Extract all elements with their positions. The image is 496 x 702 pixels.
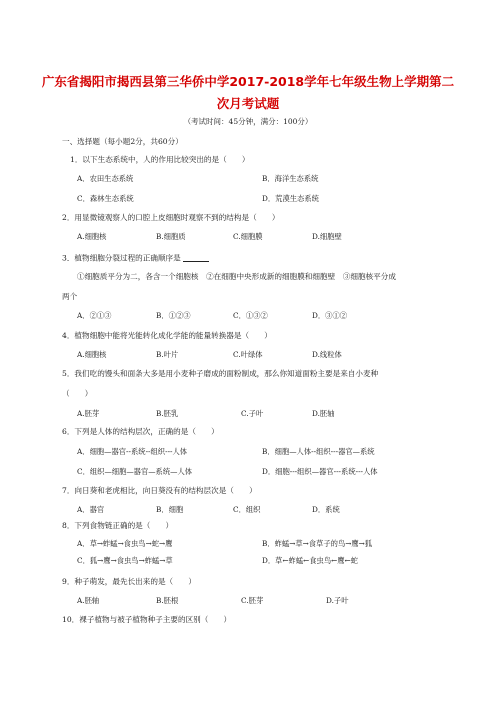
q1-option-a: A．农田生态系统 — [77, 174, 134, 183]
q7-option-c: C．组织 — [233, 505, 261, 514]
q9-option-d: D.子叶 — [326, 596, 349, 605]
q2-option-c: C.细胞膜 — [233, 232, 263, 241]
q3-option-a: A．②①③ — [77, 311, 112, 320]
question-3-statements-continued: 两个 — [62, 292, 78, 301]
q4-option-b: B.叶片 — [156, 350, 179, 359]
q8-option-c: C．狐→鹰→食虫鸟→蚱蜢→草 — [77, 556, 173, 565]
q8-option-a: A．草→蚱蜢→食虫鸟→蛇→鹰 — [77, 539, 173, 548]
section-heading: 一、选择题（每小题2分，共60分） — [62, 137, 183, 146]
q3-option-c: C．①③② — [233, 311, 268, 320]
q7-option-d: D．系统 — [312, 505, 340, 514]
q5-option-d: D.胚轴 — [312, 409, 335, 418]
question-9: 9．种子萌发，最先长出来的是（ ） — [62, 577, 196, 586]
question-1: 1．以下生态系统中，人的作用比较突出的是（ ） — [70, 155, 250, 164]
question-3-statements: ①细胞质平分为二，各含一个细胞核 ②在细胞中央形成新的细胞膜和细胞壁 ③细胞核平分成 — [77, 272, 396, 281]
q9-option-a: A.胚轴 — [77, 596, 100, 605]
q5-option-a: A.胚芽 — [77, 409, 100, 418]
question-8: 8．下列食物链正确的是（ ） — [62, 521, 174, 530]
q8-option-b: B．蚱蜢→草→食草子的鸟→鹰→狐 — [262, 539, 373, 548]
q6-option-c: C．组织—细胞—器官—系统—人体 — [77, 467, 193, 476]
q2-option-b: B.细胞质 — [156, 232, 186, 241]
q2-option-a: A.细胞核 — [77, 232, 107, 241]
q2-option-d: D.细胞壁 — [312, 232, 342, 241]
q6-option-b: B．细胞—人体--组织---器官—系统 — [262, 447, 375, 456]
q9-option-c: C.胚芽 — [241, 596, 264, 605]
q6-option-a: A．细胞—器官--系统--组织---人体 — [77, 447, 188, 456]
question-2: 2．用显微镜观察人的口腔上皮细胞时观察不到的结构是（ ） — [62, 213, 280, 222]
question-5: 5．我们吃的馒头和面条大多是用小麦种子磨成的面粉制成，那么你知道面粉主要是来自小麦种 — [62, 369, 379, 378]
q3-option-d: D．③①② — [312, 311, 348, 320]
q1-option-b: B．海洋生态系统 — [262, 174, 319, 183]
q5-option-b: B.胚乳 — [156, 409, 179, 418]
question-3-text: 3．植物细胞分裂过程的正确顺序是 — [62, 253, 181, 263]
question-4: 4．植物细胞中能将光能转化成化学能的能量转换器是（ ） — [62, 331, 272, 340]
exam-info: （考试时间：45分钟，满分：100分） — [183, 117, 313, 126]
question-6: 6．下列是人体的结构层次，正确的是（ ） — [62, 427, 219, 436]
q9-option-b: B.胚根 — [156, 596, 179, 605]
q7-option-b: B．细胞 — [156, 505, 184, 514]
question-7: 7．向日葵和老虎相比，向日葵没有的结构层次是（ ） — [62, 486, 257, 495]
q7-option-a: A．器官 — [77, 505, 105, 514]
exam-title-line-2: 次月考试题 — [216, 96, 280, 111]
question-5-continued: （ ） — [62, 389, 93, 398]
q3-option-b: B．①②③ — [156, 311, 191, 320]
question-3 — [62, 253, 209, 262]
q1-option-c: C．森林生态系统 — [77, 194, 134, 203]
q6-option-d: D．细胞---组织—器官---系统---人体 — [262, 467, 378, 476]
answer-blank — [183, 253, 209, 262]
q8-option-d: D．草←蚱蜢←食虫鸟←鹰←蛇 — [262, 556, 358, 565]
question-10: 10．裸子植物与被子植物种子主要的区别（ ） — [62, 615, 232, 624]
q1-option-d: D．荒漠生态系统 — [262, 194, 319, 203]
q4-option-c: C.叶绿体 — [233, 350, 263, 359]
q4-option-a: A.细胞核 — [77, 350, 107, 359]
exam-title-line-1: 广东省揭阳市揭西县第三华侨中学2017-2018学年七年级生物上学期第二 — [41, 74, 455, 89]
q4-option-d: D.线粒体 — [312, 350, 342, 359]
q5-option-c: C.子叶 — [241, 409, 264, 418]
